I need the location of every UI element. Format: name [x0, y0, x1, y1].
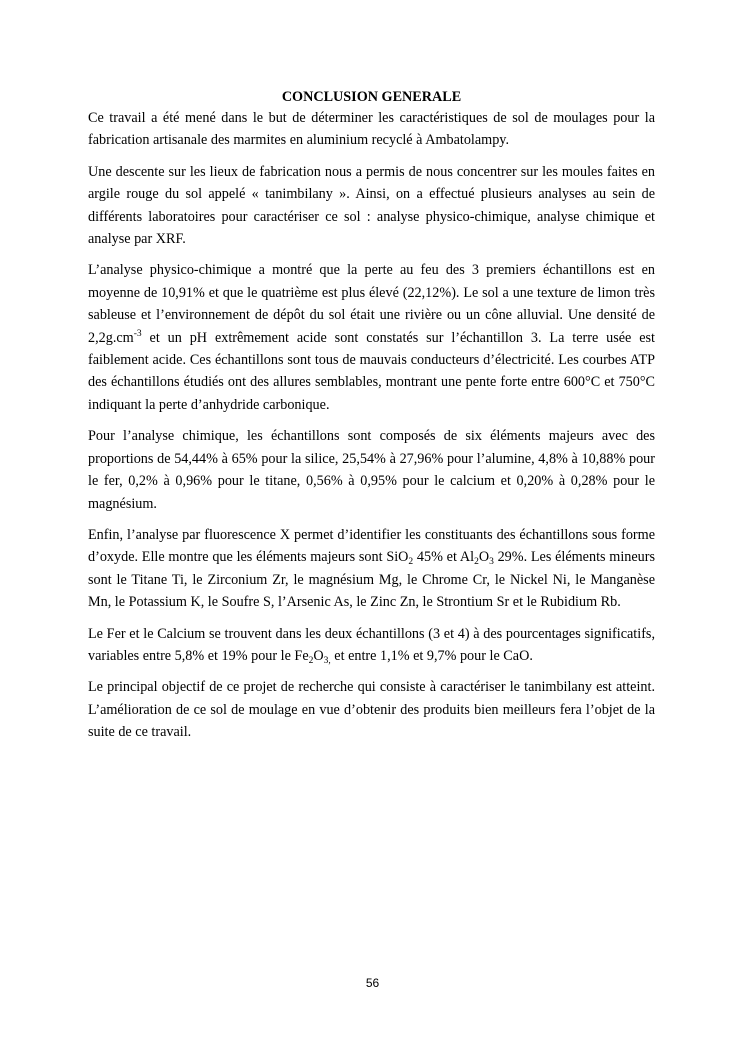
- subscript: 3,: [323, 655, 331, 666]
- paragraph-text: Le Fer et le Calcium se trouvent dans les deux échantillons (3 et 4) à des pourcentages significatifs, variables entre 5,8% et 19% pour le Fe: [88, 625, 655, 664]
- paragraph-chemical-analysis: Pour l’analyse chimique, les échantillons sont composés de six éléments majeurs avec des proportions de 54,44% à 65% pour la silice, 25,54% à 27,96% pour l’alumine, 4,8% à 10,88% pour le fer, 0,2% à 0,96% pour le titane, 0,56% à 0,95% pour le calcium et 0,20% à 0,28% pour le magnésium.: [88, 428, 655, 512]
- paragraph-iron-calcium: [88, 623, 655, 668]
- paragraph-text: L’analyse physico-chimique a montré que la perte au feu des 3 premiers échantillons est en moyenne de 10,91% et que le quatrième est plus élevé (22,12%). Le sol a une texture de limon très sableuse et l’environnement de dépôt du sol était une rivière ou un cône alluvial. Une densité de 2,2g.cm: [88, 262, 655, 346]
- page-number: 56: [365, 976, 380, 990]
- paragraph-text: et un pH extrêmement acide sont constatés sur l’échantillon 3. La terre usée est faiblement acide. Ces échantillons sont tous de mauvais conducteurs d’électricité. Les courbes ATP des échantillons étudiés ont des allures semblables, montrant une pente forte entre 600°C et 750°C indiquant la perte d’anhydride carbonique.: [88, 329, 655, 413]
- page-title: CONCLUSION GENERALE: [281, 89, 462, 105]
- subscript: 2: [308, 655, 314, 666]
- paragraph-physico-chemical: [88, 259, 655, 416]
- paragraph-text: 29%. Les éléments mineurs sont le Titane Ti, le Zirconium Zr, le magnésium Mg, le Chrome Cr, le Nickel Ni, le Manganèse Mn, le Potassium K, le Soufre S, l’Arsenic As, le Zinc Zn, le Strontium Sr et le Rubidium Rb.: [88, 549, 655, 611]
- subscript: 2: [408, 557, 414, 568]
- subscript: 3: [489, 557, 494, 568]
- paragraph-site-visit: Une descente sur les lieux de fabrication nous a permis de nous concentrer sur les moules faites en argile rouge du sol appelé « tanimbilany ». Ainsi, on a effectué plusieurs analyses au sein de différents laboratoires pour caractériser ce sol : analyse physico-chimique, analyse chimique et analyse par XRF.: [88, 163, 655, 248]
- document-body: [88, 88, 655, 753]
- paragraph-intro: Ce travail a été mené dans le but de déterminer les caractéristiques de sol de moulages pour la fabrication artisanale des marmites en aluminium recyclé à Ambatolampy.: [88, 110, 655, 149]
- superscript: -3: [133, 328, 142, 339]
- paragraph-text: 45% et Al: [413, 549, 475, 566]
- paragraph-text: O: [478, 549, 490, 566]
- paragraph-objective: Le principal objectif de ce projet de recherche qui consiste à caractériser le tanimbilany est atteint. L’amélioration de ce sol de moulage en vue d’obtenir des produits bien meilleurs fera l’objet de la suite de ce travail.: [88, 679, 655, 741]
- paragraph-xrf-analysis: [88, 524, 655, 614]
- paragraph-text: O: [313, 647, 324, 664]
- paragraph-text: et entre 1,1% et 9,7% pour le CaO.: [330, 647, 533, 664]
- paragraph-text: Enfin, l’analyse par fluorescence X permet d’identifier les constituants des échantillons sous forme d’oxyde. Elle montre que les éléments majeurs sont SiO: [88, 526, 655, 566]
- subscript: 2: [474, 557, 479, 568]
